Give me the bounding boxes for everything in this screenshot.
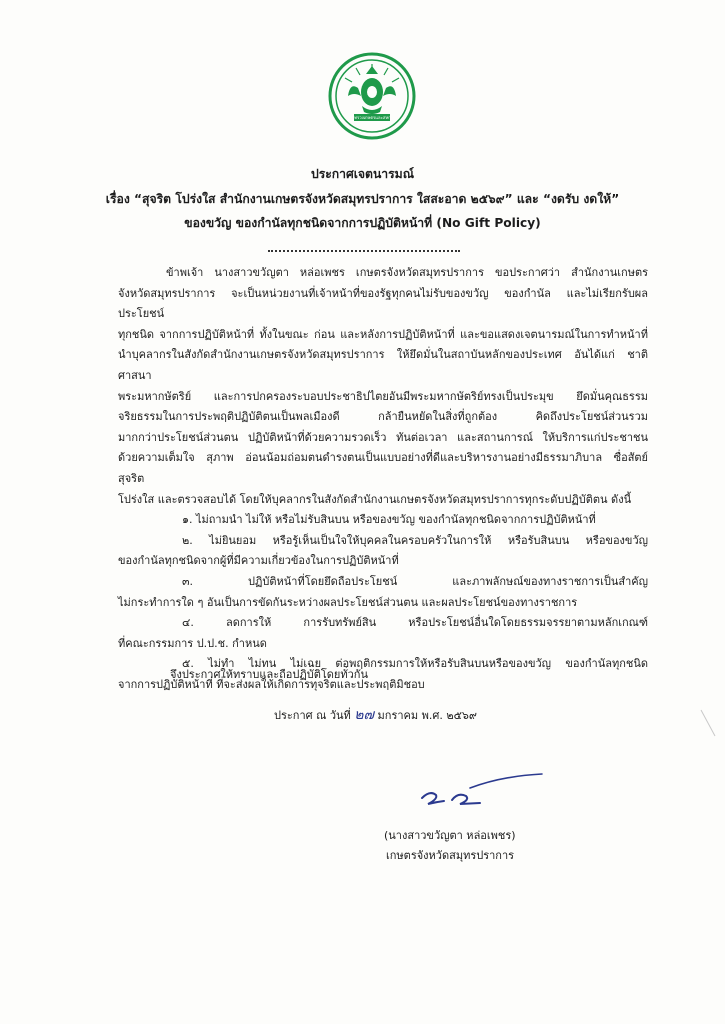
- date-day: ๒๗: [354, 707, 375, 723]
- list-item-continuation: ไม่กระทำการใด ๆ อันเป็นการขัดกันระหว่างผลประโยชน์ส่วนตน และผลประโยชน์ของทางราชการ: [118, 595, 578, 609]
- list-item: ๑. ไม่ถามนำ ไม่ให้ หรือไม่รับสินบน หรือของขวัญ ของกำนัลทุกชนิดจากการปฏิบัติหน้าที่: [182, 513, 596, 527]
- list-item-continuation: ของกำนัลทุกชนิดจากผู้ที่มีความเกี่ยวข้องในการปฏิบัติหน้าที่: [118, 554, 399, 568]
- date-prefix: ประกาศ ณ วันที่: [274, 709, 351, 722]
- list-item: ๕. ไม่ทำ ไม่ทน ไม่เฉย ต่อพฤติกรรมการให้หรือรับสินบนหรือของขวัญ ของกำนัลทุกชนิด: [182, 657, 648, 671]
- body-line: พระมหากษัตริย์ และการปกครองระบอบประชาธิปไตยอันมีพระมหากษัตริย์ทรงเป็นประมุข ยึดมั่นคุณธรรม: [118, 389, 648, 403]
- list-item: ๒. ไม่ยินยอม หรือรู้เห็นเป็นใจให้บุคคลในครอบครัวในการให้ หรือรับสินบน หรือของขวัญ: [182, 533, 648, 547]
- date-month-year: มกราคม พ.ศ. ๒๕๖๙: [377, 709, 477, 722]
- seal-text: กระทรวงเกษตรและสหกรณ์: [347, 115, 397, 121]
- list-item-continuation: ที่คณะกรรมการ ป.ป.ช. กำหนด: [118, 636, 267, 650]
- dotted-divider: [268, 250, 460, 252]
- announcement-title: ประกาศเจตนารมณ์: [310, 167, 415, 181]
- body-line: จริยธรรมในการประพฤติปฏิบัติตนเป็นพลเมืองดี กล้ายืนหยัดในสิ่งที่ถูกต้อง คิดถึงประโยชน์ส่วนรวม: [118, 410, 648, 424]
- list-item: ๓. ปฏิบัติหน้าที่โดยยึดถือประโยชน์ และภาพลักษณ์ของทางราชการเป็นสำคัญ: [182, 574, 648, 588]
- subject-line-2: ของขวัญ ของกำนัลทุกชนิดจากการปฏิบัติหน้าที่ (No Gift Policy): [184, 216, 541, 230]
- signatory-name: (นางสาวขวัญตา หล่อเพชร): [384, 829, 516, 842]
- body-line: ทุกชนิด จากการปฏิบัติหน้าที่ ทั้งในขณะ ก่อน และหลังการปฏิบัติหน้าที่ และขอแสดงเจตนารมณ์ในการทำหน้าที่: [118, 327, 648, 341]
- list-item: ๔. ลดการให้ การรับทรัพย์สิน หรือประโยชน์อื่นใดโดยธรรมจรรยาตามหลักเกณฑ์: [182, 616, 648, 630]
- list-item-continuation: จากการปฏิบัติหน้าที่ ที่จะส่งผลให้เกิดการทุจริตและประพฤติมิชอบ: [118, 677, 425, 691]
- ministry-emblem-icon: [328, 52, 416, 140]
- announcement-body: [118, 263, 648, 695]
- subject-line-1: เรื่อง “สุจริต โปร่งใส สำนักงานเกษตรจังหวัดสมุทรปราการ ใสสะอาด ๒๕๖๙” และ “งดรับ งดให้”: [105, 192, 620, 206]
- announcement-date: [274, 704, 477, 726]
- handwritten-signature-icon: [410, 768, 550, 818]
- body-line: ข้าพเจ้า นางสาวขวัญตา หล่อเพชร เกษตรจังหวัดสมุทรปราการ ขอประกาศว่า สำนักงานเกษตร: [166, 266, 648, 279]
- body-line: โปร่งใส และตรวจสอบได้ โดยให้บุคลากรในสังกัดสำนักงานเกษตรจังหวัดสมุทรปราการทุกระดับปฏิบัติตน ดังนี้: [118, 492, 632, 506]
- body-line: มากกว่าประโยชน์ส่วนตน ปฏิบัติหน้าที่ด้วยความรวดเร็ว ทันต่อเวลา และสถานการณ์ ให้บริการแก่ประชาชน: [118, 430, 648, 444]
- body-line: จังหวัดสมุทรปราการ จะเป็นหน่วยงานที่เจ้าหน้าที่ของรัฐทุกคนไม่รับของขวัญ ของกำนัล และไม่เรียกรับผลประโยชน์: [118, 286, 648, 321]
- body-line: นำบุคลากรในสังกัดสำนักงานเกษตรจังหวัดสมุทรปราการ ให้ยึดมั่นในสถาบันหลักของประเทศ อันได้แก่ ชาติ ศาสนา: [118, 348, 648, 382]
- paper-edge-mark: [697, 708, 719, 738]
- closing-statement: จึงประกาศให้ทราบและถือปฏิบัติโดยทั่วกัน: [170, 668, 368, 681]
- signatory-position: เกษตรจังหวัดสมุทรปราการ: [386, 849, 515, 862]
- body-line: ด้วยความเต็มใจ สุภาพ อ่อนน้อมถ่อมตนดำรงตนเป็นแบบอย่างที่ดีและบริหารงานอย่างมีธรรมาภิบาล ซื่อสัตย์สุจริต: [118, 451, 648, 485]
